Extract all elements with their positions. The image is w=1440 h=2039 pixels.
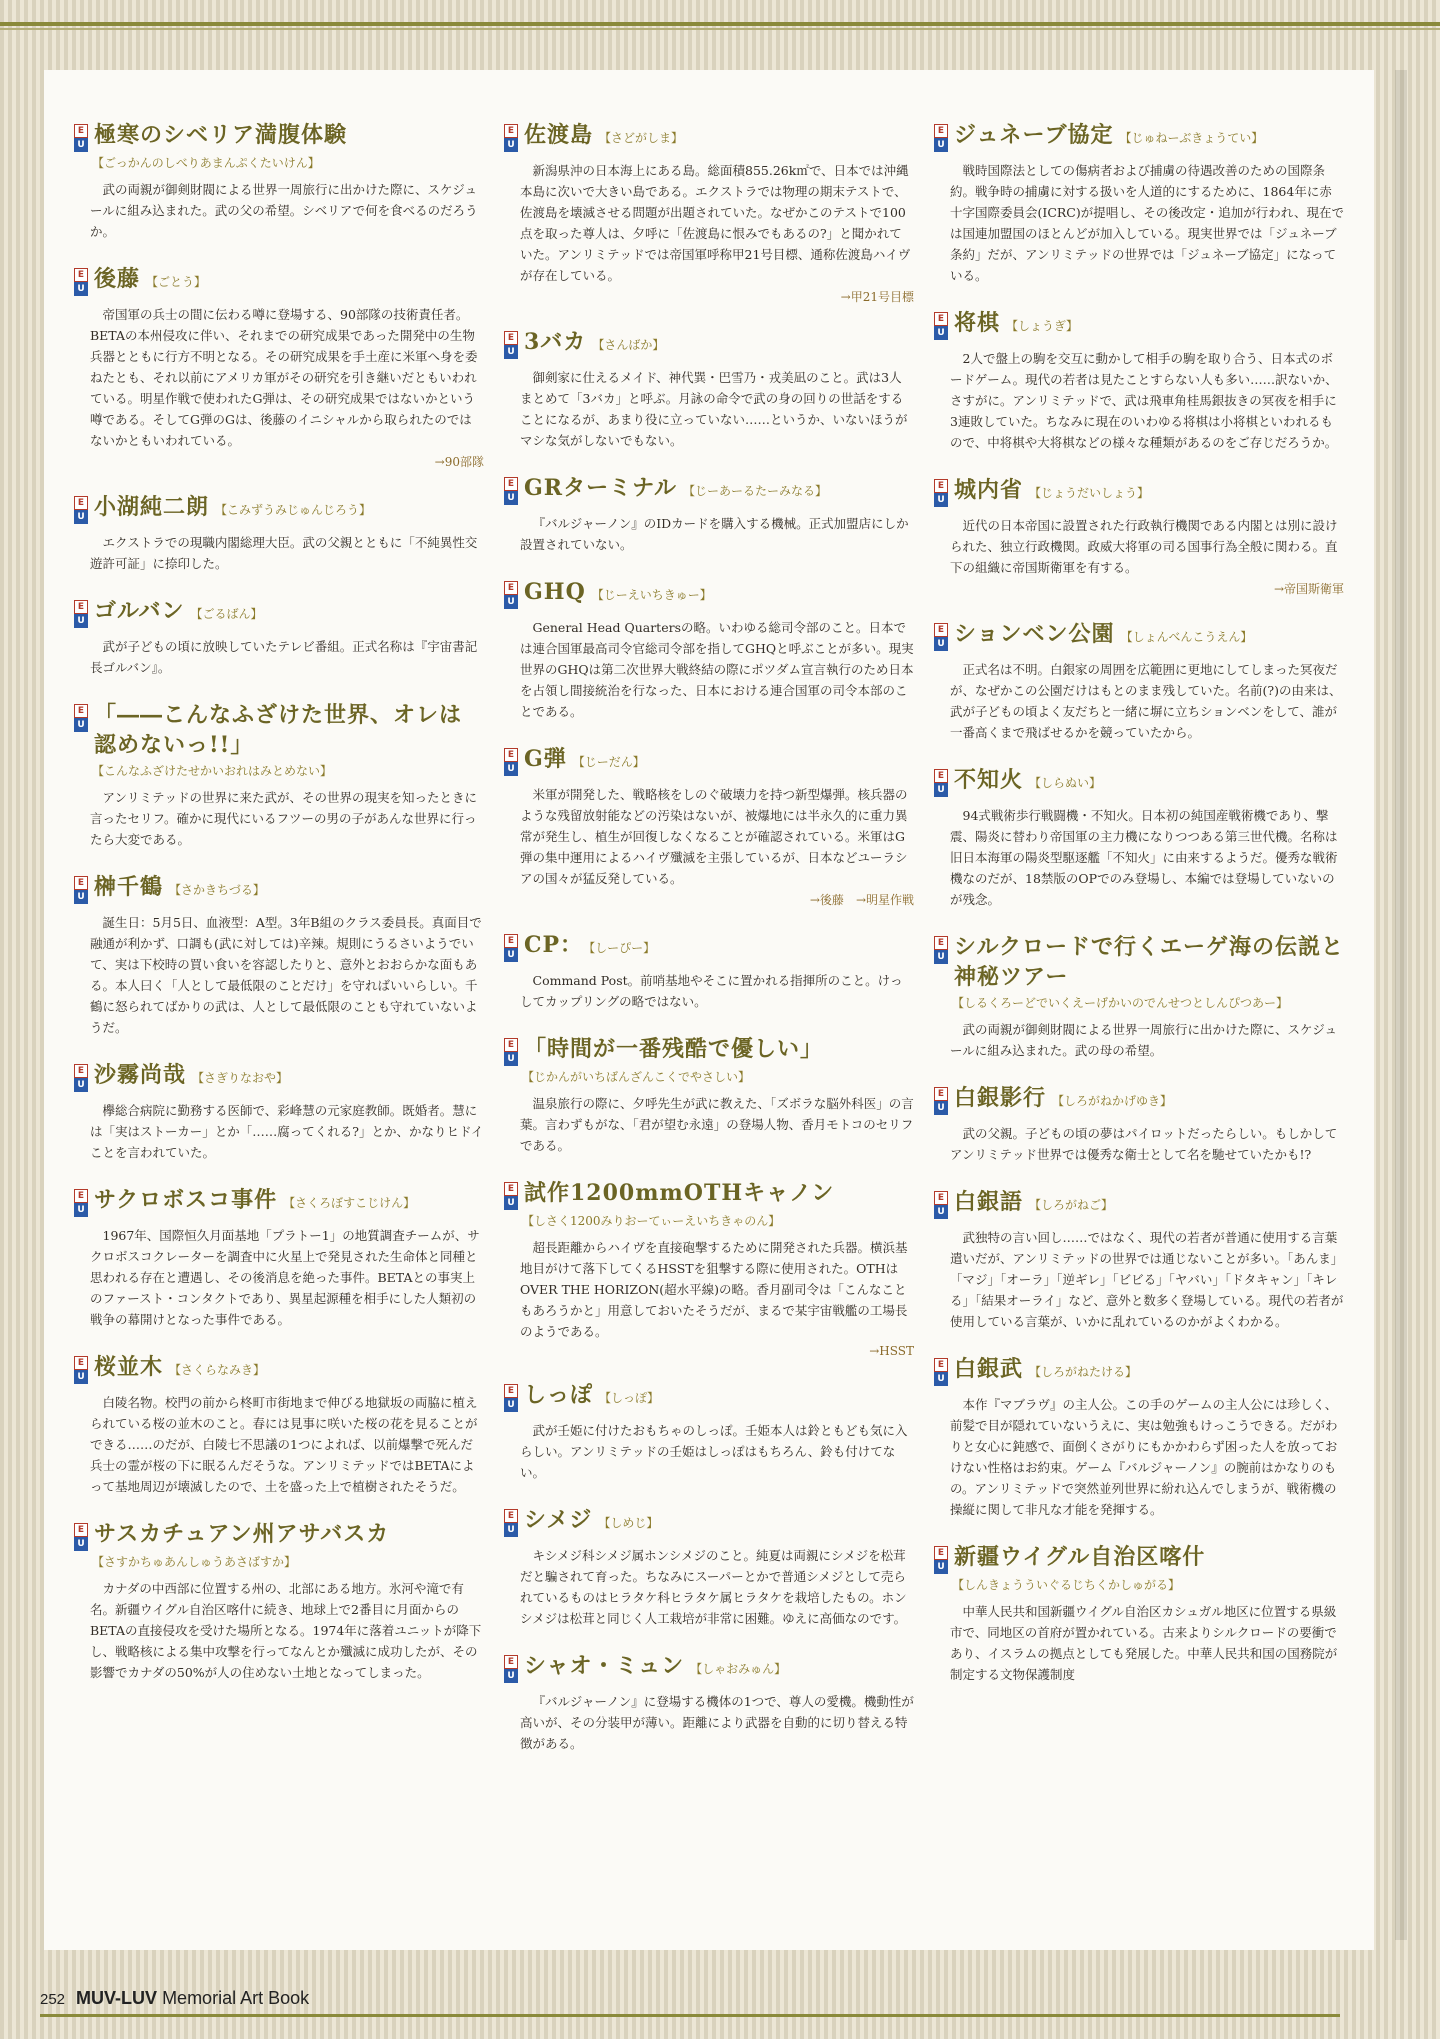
entry-title: 小湖純二朗 [94, 494, 210, 520]
extra-e-icon: E [74, 1064, 88, 1078]
eu-badge-icon [934, 1191, 948, 1219]
entry-reading: 【さすかちゅあんしゅうあさばすか】 [92, 1555, 297, 1569]
eu-badge-icon [504, 1509, 518, 1537]
glossary-entry [74, 120, 484, 242]
glossary-entry [934, 765, 1344, 910]
unlimited-u-icon: U [934, 1372, 948, 1386]
entry-title: サクロボスコ事件 [94, 1187, 278, 1213]
glossary-entry [74, 1060, 484, 1163]
entry-body: 帝国軍の兵士の間に伝わる噂に登場する、90部隊の技術責任者。BETAの本州侵攻に伴い、それまでの研究成果であった開発中の生物兵器とともに行方不明となる。その研究成果を手土産に米軍へ身を委ねたとも、それ以前にアメリカ軍がその研究を引き継いだともいわれている。明星作戦で使われたG弾は、その研究成果ではないかという噂である。そしてG弾のGは、後藤のイニシャルから取られたのではないかともいわれている。 [90, 307, 478, 448]
extra-e-icon: E [504, 331, 518, 345]
eu-badge-icon [504, 1655, 518, 1683]
glossary-entry [934, 1354, 1344, 1520]
top-rule [0, 22, 1440, 26]
eu-badge-icon [934, 312, 948, 340]
entry-title: 白銀武 [954, 1356, 1024, 1382]
entry-reading: 【しさく1200みりおーてぃーえいちきゃのん】 [522, 1214, 781, 1228]
extra-e-icon: E [504, 1655, 518, 1669]
entry-reading: 【こんなふざけたせかいおれはみとめない】 [92, 764, 333, 778]
unlimited-u-icon: U [934, 783, 948, 797]
footer-rule [40, 2014, 1340, 2017]
entry-heading [504, 930, 914, 962]
glossary-entry [74, 1185, 484, 1330]
glossary-entry [74, 872, 484, 1038]
entry-heading [74, 264, 484, 296]
entry-title: ジュネーブ協定 [954, 122, 1114, 148]
entry-body: 武の両親が御剣財閥による世界一周旅行に出かけた際に、スケジュールに組み込まれた。武の母の希望。 [950, 1022, 1338, 1058]
unlimited-u-icon: U [504, 1398, 518, 1412]
unlimited-u-icon: U [934, 1101, 948, 1115]
entry-body: 欅総合病院に勤務する医師で、彩峰慧の元家庭教師。既婚者。慧には「実はストーカー」とか「……腐ってくれる?」とか、かなりヒドイことを言われていた。 [90, 1103, 484, 1160]
glossary-entry [934, 932, 1344, 1061]
glossary-entry [504, 930, 914, 1012]
entry-heading [74, 492, 484, 524]
entry-reading: 【しーぴー】 [589, 941, 656, 955]
entry-title: 「――こんなふざけた世界、オレは認めないっ!!」 [94, 702, 463, 758]
eu-badge-icon [74, 268, 88, 296]
eu-badge-icon [504, 934, 518, 962]
extra-e-icon: E [504, 934, 518, 948]
extra-e-icon: E [934, 769, 948, 783]
page-number: 252 [40, 1991, 66, 2008]
unlimited-u-icon: U [934, 138, 948, 152]
entry-reading: 【しろがねたける】 [1029, 1365, 1138, 1379]
entry-title: 試作1200mmOTHキャノン [524, 1180, 835, 1206]
glossary-entry [934, 1083, 1344, 1165]
entry-heading [504, 744, 914, 776]
unlimited-u-icon: U [504, 138, 518, 152]
entry-reading: 【さくらなみき】 [169, 1363, 266, 1377]
unlimited-u-icon: U [74, 1370, 88, 1384]
cross-reference-link: →明星作戦 [855, 893, 914, 907]
entry-reading: 【じーえいちきゅー】 [591, 588, 712, 602]
entry-reading: 【さかきちづる】 [169, 883, 265, 897]
eu-badge-icon [934, 1358, 948, 1386]
eu-badge-icon [504, 1182, 518, 1210]
entry-heading [74, 1185, 484, 1217]
entry-reading: 【ごるばん】 [190, 607, 263, 621]
entry-heading [934, 1187, 1344, 1219]
extra-e-icon: E [934, 1546, 948, 1560]
glossary-entry [74, 700, 484, 850]
entry-reading: 【しるくろーどでいくえーげかいのでんせつとしんぴつあー】 [952, 996, 1289, 1010]
entry-heading [504, 577, 914, 609]
entry-body: アンリミテッドの世界に来た武が、その世界の現実を知ったときに言ったセリフ。確かに現代にいるフツーの男の子があんな世界に行ったら大変である。 [90, 790, 478, 847]
extra-e-icon: E [74, 1189, 88, 1203]
entry-reading: 【じーだん】 [572, 755, 645, 769]
entry-body: 武の両親が御剣財閥による世界一周旅行に出かけた際に、スケジュールに組み込まれた。武の父の希望。シベリアで何を食べるのだろうか。 [90, 182, 478, 239]
column-3 [934, 120, 1344, 1707]
unlimited-u-icon: U [934, 1560, 948, 1574]
glossary-entry [74, 596, 484, 678]
extra-e-icon: E [504, 1182, 518, 1196]
entry-body: General Head Quartersの略。いわゆる総司令部のこと。日本では連合国軍最高司令官総司令部を指してGHQと呼ぶことが多い。現実世界のGHQは第二次世界大戦終結の際にポツダム宣言執行のため日本を占領し間接統治を行なった、日本における連合国軍の司令本部のことである。 [520, 620, 914, 719]
extra-e-icon: E [504, 748, 518, 762]
entry-body: 中華人民共和国新疆ウイグル自治区カシュガル地区に位置する県級市で、同地区の首府が置かれている。古来よりシルクロードの要衝であり、イスラムの拠点としても発展した。中華人民共和国の国務院が制定する文物保護制度 [950, 1604, 1338, 1682]
eu-badge-icon [934, 1087, 948, 1115]
extra-e-icon: E [74, 268, 88, 282]
glossary-entry [934, 120, 1344, 286]
eu-badge-icon [504, 1038, 518, 1066]
entry-heading [504, 1178, 914, 1210]
entry-title: 白銀語 [954, 1189, 1024, 1215]
entry-body: 『バルジャーノン』のIDカードを購入する機械。正式加盟店にしか設置されていない。 [520, 516, 909, 552]
entry-reading: 【しらぬい】 [1029, 776, 1102, 790]
eu-badge-icon [74, 1523, 88, 1551]
eu-badge-icon [74, 496, 88, 524]
eu-badge-icon [74, 124, 88, 152]
entry-heading [934, 308, 1344, 340]
column-1 [74, 120, 484, 1705]
entry-heading [934, 932, 1344, 992]
entry-title: 榊千鶴 [94, 874, 164, 900]
entry-body: 米軍が開発した、戦略核をしのぐ破壊力を持つ新型爆弾。核兵器のような残留放射能などの汚染はないが、被爆地には半永久的に重力異常が発生し、植生が回復しなくなることが確認されている。米軍はG弾の集中運用によるハイヴ殲滅を主張しているが、日本などユーラシアの国々が猛反発している。 [520, 787, 908, 886]
unlimited-u-icon: U [74, 1203, 88, 1217]
entry-heading [934, 765, 1344, 797]
extra-e-icon: E [504, 1384, 518, 1398]
top-rule-thin [0, 28, 1440, 30]
unlimited-u-icon: U [934, 950, 948, 964]
entry-heading [934, 120, 1344, 152]
entry-heading [74, 700, 484, 760]
entry-reading: 【じょうだいしょう】 [1029, 486, 1150, 500]
entry-body: 1967年、国際恒久月面基地「プラトー1」の地質調査チームが、サクロボスコクレーターを調査中に火星上で発見された生命体と同種と思われる存在と遭遇し、その後消息を絶った事件。BETAとの事実上のファースト・コンタクトであり、異星起源種を相手にした人類初の戦争の幕開けとなった事件である。 [90, 1228, 480, 1327]
extra-e-icon: E [74, 600, 88, 614]
entry-title: G弾 [524, 746, 567, 772]
glossary-entry [504, 577, 914, 722]
extra-e-icon: E [934, 1087, 948, 1101]
eu-badge-icon [74, 704, 88, 732]
entry-heading [504, 1034, 914, 1066]
glossary-entry [504, 473, 914, 555]
entry-heading [504, 1505, 914, 1537]
eu-badge-icon [74, 600, 88, 628]
glossary-entry [74, 492, 484, 574]
unlimited-u-icon: U [934, 493, 948, 507]
extra-e-icon: E [504, 124, 518, 138]
entry-title: シメジ [524, 1507, 593, 1533]
glossary-entry [504, 1505, 914, 1629]
eu-badge-icon [504, 124, 518, 152]
entry-heading [74, 120, 484, 152]
entry-title: 不知火 [954, 767, 1024, 793]
eu-badge-icon [934, 769, 948, 797]
entry-title: ションベン公園 [954, 621, 1115, 647]
entry-reading: 【しめじ】 [598, 1516, 659, 1530]
eu-badge-icon [504, 331, 518, 359]
glossary-entry [934, 308, 1344, 453]
extra-e-icon: E [504, 477, 518, 491]
entry-body: 武が子どもの頃に放映していたテレビ番組。正式名称は『宇宙書記長ゴルバン』。 [90, 639, 478, 675]
cross-reference-link: →HSST [869, 1344, 914, 1358]
unlimited-u-icon: U [74, 282, 88, 296]
entry-body: 武独特の言い回し……ではなく、現代の若者が普通に使用する言葉遣いだが、アンリミテッドの世界では通じないことが多い。「あんま」「マジ」「オーラ」「逆ギレ」「ビビる」「ヤバい」「ドタキャン」「キレる」「結果オーライ」など、意外と数多く登場している。現代の若者が使用している言葉が、いかに乱れているのかがよくわかる。 [950, 1230, 1344, 1329]
eu-badge-icon [504, 477, 518, 505]
entry-title: GHQ [524, 579, 586, 605]
glossary-entry [74, 264, 484, 470]
entry-title: ゴルバン [94, 598, 185, 624]
extra-e-icon: E [934, 124, 948, 138]
eu-badge-icon [934, 623, 948, 651]
glossary-entry [504, 1651, 914, 1754]
unlimited-u-icon: U [504, 1523, 518, 1537]
cross-reference-link: →後藤 [809, 893, 844, 907]
extra-e-icon: E [504, 1509, 518, 1523]
unlimited-u-icon: U [504, 491, 518, 505]
entry-title: 城内省 [954, 477, 1024, 503]
entry-title: 後藤 [94, 266, 141, 292]
entry-heading [74, 596, 484, 628]
extra-e-icon: E [74, 1523, 88, 1537]
entry-body: 戦時国際法としての傷病者および捕虜の待遇改善のための国際条約。戦争時の捕虜に対する扱いを人道的にするために、1864年に赤十字国際委員会(ICRC)が提唱し、その後改定・追加が行われ、現在では国連加盟国のほとんどが加入している。現実世界では「ジュネーブ条約」だが、アンリミテッドの世界では「ジュネーブ協定」になっている。 [950, 163, 1344, 283]
entry-title: サスカチュアン州アサバスカ [94, 1521, 390, 1547]
unlimited-u-icon: U [504, 595, 518, 609]
eu-badge-icon [504, 581, 518, 609]
entry-reading: 【しろがねご】 [1029, 1198, 1114, 1212]
entry-title: 「時間が一番残酷で優しい」 [524, 1036, 824, 1062]
entry-reading: 【しっぽ】 [599, 1391, 660, 1405]
entry-body: 正式名は不明。白銀家の周囲を広範囲に更地にしてしまった冥夜だが、なぜかこの公園だけはもとのまま残していた。名前(?)の由来は、武が子どもの頃よく友だちと一緒に塀に立ちションベンをして、誰が一番高くまで飛ばせるかを競っていたから。 [950, 662, 1342, 740]
eu-badge-icon [504, 1384, 518, 1412]
entry-reading: 【さんばか】 [592, 338, 665, 352]
entry-reading: 【さぎりなおや】 [192, 1071, 289, 1085]
entry-body: 誕生日：5月5日、血液型：A型。3年B組のクラス委員長。真面目で融通が利かず、口調も(武に対しては)辛辣。規則にうるさいようでいて、実は下校時の買い食いを容認したりと、意外とおおらかな面もある。本人曰く「人として最低限のことだけ」を守ればいいらしい。千鶴に怒られてばかりの武は、人として最低限のことも守れていないようだ。 [90, 915, 482, 1035]
entry-heading [934, 475, 1344, 507]
eu-badge-icon [74, 1064, 88, 1092]
extra-e-icon: E [934, 623, 948, 637]
entry-heading [74, 1352, 484, 1384]
entry-title: 桜並木 [94, 1354, 164, 1380]
entry-heading [504, 120, 914, 152]
glossary-entry [934, 1187, 1344, 1332]
book-subtitle: Memorial Art Book [162, 1988, 310, 2008]
entry-title: しっぽ [524, 1382, 594, 1408]
entry-body: 武が壬姫に付けたおもちゃのしっぽ。壬姫本人は鈴ともども気に入らしい。アンリミテッドの壬姫はしっぽはもちろん、鈴も付けてない。 [520, 1423, 908, 1480]
glossary-entry [934, 475, 1344, 597]
extra-e-icon: E [504, 581, 518, 595]
entry-heading [504, 327, 914, 359]
eu-badge-icon [934, 124, 948, 152]
entry-title: 新疆ウイグル自治区喀什 [954, 1544, 1206, 1570]
entry-reading: 【しょんべんこうえん】 [1120, 630, 1253, 644]
eu-badge-icon [504, 748, 518, 776]
page-footer [40, 1988, 309, 2009]
unlimited-u-icon: U [934, 1205, 948, 1219]
entry-cross-references [504, 288, 914, 305]
extra-e-icon: E [74, 876, 88, 890]
entry-reading: 【しろがねかげゆき】 [1052, 1094, 1173, 1108]
unlimited-u-icon: U [74, 1078, 88, 1092]
entry-reading: 【さどがしま】 [599, 131, 684, 145]
entry-heading [504, 473, 914, 505]
entry-title: 3バカ [524, 329, 587, 355]
entry-body: 新潟県沖の日本海上にある島。総面積855.26k㎡で、日本では沖縄本島に次いで大きい島である。エクストラでは物理の期末テストで、佐渡島を壊滅させる問題が出題されていた。なぜかこのテストで100点を取った尊人は、夕呼に「佐渡島に恨みでもあるの?」と聞かれていた。アンリミテッドでは帝国軍呼称甲21号目標、通称佐渡島ハイヴが存在している。 [520, 163, 911, 283]
entry-reading: 【しゃおみゅん】 [690, 1662, 787, 1676]
entry-body: 94式戦術歩行戦闘機・不知火。日本初の純国産戦術機であり、撃震、陽炎に替わり帝国軍の主力機になりつつある第三世代機。名称は旧日本海軍の陽炎型駆逐艦「不知火」に由来するようだ。優秀な戦術機なのだが、18禁版のOPでのみ登場し、本編では登場していないのが残念。 [950, 808, 1338, 907]
entry-heading [504, 1651, 914, 1683]
page-edge-shadow [1395, 70, 1407, 1940]
extra-e-icon: E [74, 1356, 88, 1370]
entry-title: 佐渡島 [524, 122, 594, 148]
entry-reading: 【ごっかんのしべりあまんぷくたいけん】 [92, 156, 320, 170]
glossary-entry [934, 619, 1344, 743]
entry-title: シャオ・ミュン [524, 1653, 685, 1679]
cross-reference-link: →90部隊 [434, 455, 484, 469]
entry-cross-references [74, 453, 484, 470]
eu-badge-icon [74, 1189, 88, 1217]
unlimited-u-icon: U [504, 1052, 518, 1066]
eu-badge-icon [934, 479, 948, 507]
glossary-entry [934, 1542, 1344, 1685]
entry-reading: 【ごとう】 [146, 275, 207, 289]
extra-e-icon: E [74, 704, 88, 718]
entry-heading [74, 872, 484, 904]
glossary-entry [504, 1178, 914, 1358]
eu-badge-icon [74, 1356, 88, 1384]
entry-heading [934, 1542, 1344, 1574]
eu-badge-icon [934, 936, 948, 964]
extra-e-icon: E [74, 496, 88, 510]
entry-body: 御剣家に仕えるメイド、神代巽・巴雪乃・戎美凪のこと。武は3人まとめて「3バカ」と呼ぶ。月詠の命令で武の身の回りの世話をすることになるが、あまり役に立っていない……というか、いないほうがマシな気がしないでもない。 [520, 370, 908, 448]
entry-reading: 【しょうぎ】 [1006, 319, 1079, 333]
glossary-entry [504, 120, 914, 305]
glossary-entry [504, 1034, 914, 1156]
extra-e-icon: E [504, 1038, 518, 1052]
entry-title: シルクロードで行くエーゲ海の伝説と神秘ツアー [954, 934, 1345, 990]
entry-heading [504, 1380, 914, 1412]
unlimited-u-icon: U [504, 948, 518, 962]
entry-body: キシメジ科シメジ属ホンシメジのこと。純夏は両親にシメジを松茸だと騙されて育った。ちなみにスーパーとかで普通シメジとして売られているものはヒラタケ科ヒラタケ属ヒラタケを栽培したもの。ホンシメジは松茸と同じく人工栽培が非常に困難。ゆえに高価なのです。 [520, 1548, 907, 1626]
entry-cross-references [934, 580, 1344, 597]
entry-heading [74, 1060, 484, 1092]
extra-e-icon: E [934, 1191, 948, 1205]
entry-body: 武の父親。子どもの頃の夢はパイロットだったらしい。もしかしてアンリミテッド世界では優秀な衛士として名を馳せていたかも!? [950, 1126, 1338, 1162]
entry-cross-references [504, 891, 914, 908]
glossary-entry [74, 1352, 484, 1497]
entry-title: 沙霧尚哉 [94, 1062, 187, 1088]
entry-reading: 【こみずうみじゅんじろう】 [215, 503, 372, 517]
entry-reading: 【じかんがいちばんざんこくでやさしい】 [522, 1070, 751, 1084]
eu-badge-icon [74, 876, 88, 904]
extra-e-icon: E [934, 312, 948, 326]
unlimited-u-icon: U [504, 1196, 518, 1210]
entry-title: GRターミナル [524, 475, 677, 501]
entry-body: 本作『マブラヴ』の主人公。この手のゲームの主人公には珍しく、前髪で目が隠れていないうえに、実は勉強もけっこうできる。だがわりと女心に鈍感で、面倒くさがりにもかかわらず困った人を放っておけない性格はお約束。ゲーム『バルジャーノン』の腕前はかなりのもの。アンリミテッドで突然並列世界に紛れ込んでしまうが、戦術機の操縦に関して非凡な才能を発揮する。 [950, 1397, 1338, 1517]
unlimited-u-icon: U [74, 1537, 88, 1551]
column-2 [504, 120, 914, 1776]
entry-body: エクストラでの現職内閣総理大臣。武の父親とともに「不純異性交遊許可証」に捺印した。 [90, 535, 478, 571]
unlimited-u-icon: U [74, 890, 88, 904]
entry-reading: 【さくろぼすこじけん】 [283, 1196, 416, 1210]
entry-heading [934, 1354, 1344, 1386]
extra-e-icon: E [934, 936, 948, 950]
extra-e-icon: E [74, 124, 88, 138]
entry-heading [74, 1519, 484, 1551]
cross-reference-link: →甲21号目標 [840, 290, 914, 304]
entry-reading: 【じゅねーぶきょうてい】 [1119, 131, 1264, 145]
entry-body: 2人で盤上の駒を交互に動かして相手の駒を取り合う、日本式のボードゲーム。現代の若者は見たことすらない人も多い……訳ないか、さすがに。アンリミテッドで、武は飛車角桂馬銀抜きの冥夜を相手に3連敗していた。ちなみに現在のいわゆる将棋は小将棋といわれるもので、中将棋や大将棋などの様々な種類があるのをご存じだろうか。 [950, 351, 1338, 450]
unlimited-u-icon: U [934, 637, 948, 651]
entry-body: 近代の日本帝国に設置された行政執行機関である内閣とは別に設けられた、独立行政機関。政威大将軍の司る国事行為全般に関わる。直下の組織に帝国斯衛軍を有する。 [950, 518, 1338, 575]
entry-body: Command Post。前哨基地やそこに置かれる指揮所のこと。けっしてカップリングの略ではない。 [520, 973, 903, 1009]
eu-badge-icon [934, 1546, 948, 1574]
glossary-entry [504, 744, 914, 908]
entry-title: 極寒のシベリア満腹体験 [94, 122, 348, 148]
unlimited-u-icon: U [504, 1669, 518, 1683]
unlimited-u-icon: U [934, 326, 948, 340]
entry-body: 温泉旅行の際に、夕呼先生が武に教えた、「ズボラな脳外科医」の言葉。言わずもがな、「君が望む永遠」の登場人物、香月モトコのセリフである。 [520, 1096, 914, 1153]
glossary-entry [74, 1519, 484, 1683]
unlimited-u-icon: U [74, 138, 88, 152]
book-brand: MUV-LUV [76, 1988, 158, 2008]
entry-title: 将棋 [954, 310, 1001, 336]
unlimited-u-icon: U [74, 718, 88, 732]
unlimited-u-icon: U [504, 345, 518, 359]
entry-title: CP： [524, 932, 584, 958]
entry-reading: 【しんきょうういぐるじちくかしゅがる】 [952, 1578, 1181, 1592]
glossary-entry [504, 1380, 914, 1483]
entry-heading [934, 1083, 1344, 1115]
unlimited-u-icon: U [504, 762, 518, 776]
extra-e-icon: E [934, 1358, 948, 1372]
entry-reading: 【じーあーるたーみなる】 [682, 484, 827, 498]
unlimited-u-icon: U [74, 510, 88, 524]
cross-reference-link: →帝国斯衛軍 [1273, 582, 1344, 596]
glossary-entry [504, 327, 914, 451]
entry-body: 『バルジャーノン』に登場する機体の1つで、尊人の愛機。機動性が高いが、その分装甲が薄い。距離により武器を自動的に切り替える特徴がある。 [520, 1694, 914, 1751]
entry-body: 白陵名物。校門の前から柊町市街地まで伸びる地獄坂の両脇に植えられている桜の並木のこと。春には見事に咲いた桜の花を見ることができる……のだが、白陵七不思議の1つによれば、以前爆撃で死んだ兵士の霊が桜の下に眠るんだそうな。アンリミテッドではBETAによって基地周辺が壊滅したので、土を盛った上で植樹されたそうだ。 [90, 1395, 478, 1494]
entry-title: 白銀影行 [954, 1085, 1047, 1111]
entry-body: カナダの中西部に位置する州の、北部にある地方。氷河や滝で有名。新疆ウイグル自治区喀什に続き、地球上で2番目に月面からのBETAの直接侵攻を受けた場所となる。1974年に落着ユニットが降下し、戦略核による集中攻撃を行ってなんとか殲滅に成功したが、その影響でカナダの50%が人の住めない土地となってしまった。 [90, 1581, 482, 1680]
entry-cross-references [504, 1344, 914, 1358]
extra-e-icon: E [934, 479, 948, 493]
entry-heading [934, 619, 1344, 651]
unlimited-u-icon: U [74, 614, 88, 628]
entry-body: 超長距離からハイヴを直接砲撃するために開発された兵器。横浜基地目がけて落下してくるHSSTを狙撃する際に使用された。OTHはOVER THE HORIZON(超水平線)の略。香月副司令は「こんなこともあろうかと」用意しておいたそうだが、まるで某宇宙戦艦の工場長のようである。 [520, 1240, 908, 1339]
